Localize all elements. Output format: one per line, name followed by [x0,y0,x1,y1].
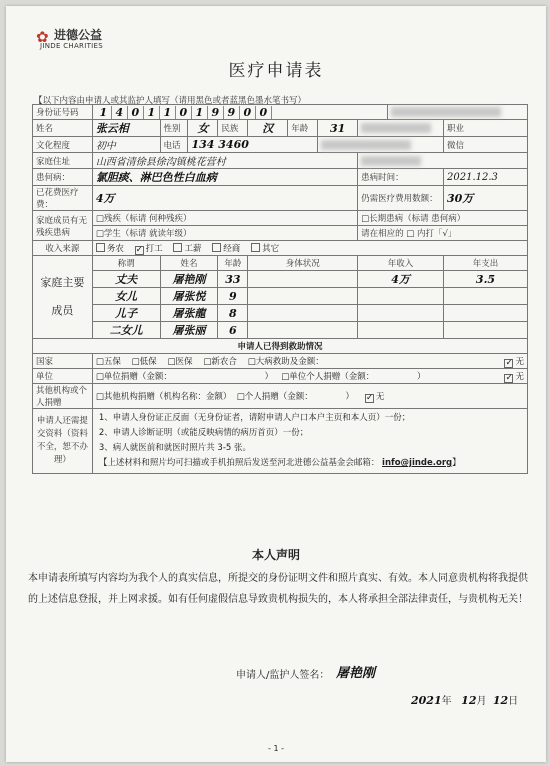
address-label: 家庭住址 [33,153,93,169]
aid-option-personal-donation[interactable]: □个人捐赠（金额： [236,391,313,402]
aid-section-header: 申请人已得到救助情况 [33,339,528,354]
phone-redacted [318,137,444,153]
family-expense[interactable] [444,288,528,305]
aid-option-major-illness[interactable]: □大病救助及金额： [247,356,324,367]
family-row [33,271,528,288]
family-age[interactable]: 8 [218,305,248,322]
checkbox-national-none[interactable]: ✓ [505,357,514,368]
doc-item: 2、申请人诊断证明（或能反映病情的病历首页）一份； [98,428,309,438]
logo-text-cn: 进德公益 [54,28,103,42]
family-name[interactable]: 屠张丽 [160,322,218,339]
doc-item-email-line: 【上述材料和照片均可扫描或手机拍照后发送至河北进德公益基金会邮箱： info@jinde.org】 [98,458,461,468]
aid-option-org-donation[interactable]: □其他机构捐赠（机构名称：金额） [95,391,232,402]
aid-unit-options: □单位捐赠（金额： ） □单位个人捐赠（金额： ） ✓ 无 [92,369,527,384]
phone-label: 电话 [160,137,188,153]
family-health[interactable] [248,322,358,339]
checkbox-business[interactable] [212,243,221,252]
checkbox-unit-none[interactable]: ✓ [505,372,514,383]
family-members-label: 家庭主要成员 [33,256,93,339]
occupation-label: 职业 [444,120,528,137]
aid-national-label: 国家 [33,354,93,369]
phone-field[interactable]: 134 3460 [188,137,318,153]
checkbox-other[interactable] [251,243,260,252]
onset-field[interactable]: 2021.12.3 [444,169,528,186]
aid-option-unit-personal[interactable]: □单位个人捐赠（金额： [281,371,375,382]
family-header-income: 年收入 [358,256,444,271]
family-income[interactable]: 4万 [358,271,444,288]
sign-date: 2021年 12月 12日 [411,694,519,707]
ethnic-label: 民族 [218,120,248,137]
aid-option-yibao[interactable]: □医保 [167,356,193,367]
family-health[interactable] [248,288,358,305]
gender-field[interactable]: 女 [188,120,218,137]
education-field[interactable]: 初中 [92,137,160,153]
aid-other-options: □其他机构捐赠（机构名称：金额） □个人捐赠（金额： ） ✓ 无 [92,384,527,409]
education-label: 文化程度 [33,137,93,153]
declaration-title: 本人声明 [251,548,300,562]
checkbox-other-none[interactable]: ✓ [365,392,374,403]
doc-item: 3、病人就医前和就医时照片共 3-5 张。 [98,443,252,453]
family-header-expense: 年支出 [444,256,528,271]
doc-item: 1、申请人身份证正反面（无身份证者，请附申请人户口本户主页和本人页）一份； [98,413,411,423]
aid-national-options: □五保 □低保 □医保 □新农合 □大病救助及金额： ✓ 无 [92,354,527,369]
family-row [33,305,528,322]
id-number-redacted [388,105,528,120]
family-expense[interactable] [444,305,528,322]
address-redacted [358,153,528,169]
instruction-note: 【以下内容由申请人或其监护人填写（请用黑色或者蓝黑色墨水笔书写） [34,96,307,106]
family-health[interactable] [248,305,358,322]
family-row [33,322,528,339]
family-header-health: 身体状况 [248,256,358,271]
checkbox-salary[interactable] [173,243,182,252]
aid-option-xinnonghe[interactable]: □新农合 [203,356,237,367]
family-relation[interactable]: 儿子 [92,305,160,322]
email-link[interactable]: info@jinde.org [382,458,453,468]
family-header-relation: 称谓 [92,256,160,271]
family-row [33,288,528,305]
family-relation[interactable]: 女儿 [92,288,160,305]
aid-other-label: 其他机构或个人捐赠 [33,384,93,409]
age-field[interactable]: 31 [318,120,358,137]
family-income[interactable] [358,322,444,339]
id-number-field[interactable]: 1 4 0 1 1 0 1 9 9 0 0 [92,105,387,120]
aid-unit-label: 单位 [33,369,93,384]
name-field[interactable]: 张云相 [92,120,160,137]
wechat-label: 微信 [444,137,528,153]
needed-field[interactable]: 30万 [444,186,528,211]
family-name[interactable]: 屠张龍 [160,305,218,322]
members-label: 家庭成员有无残疾患病 [33,211,93,241]
members-option-disabled[interactable]: □残疾（标请 何种残疾） [92,211,357,226]
aid-option-dibao[interactable]: □低保 [131,356,157,367]
needed-label: 仍需医疗费用数额： [358,186,444,211]
income-source-options: 务农 ✓ 打工 工薪 经商 其它 [92,241,527,256]
required-docs-label: 申请人还需提交资料（资料不全，恕不办理） [33,409,93,474]
family-expense[interactable]: 3.5 [444,271,528,288]
logo-text-en: JINDE CHARITIES [40,42,103,50]
members-option-illness[interactable]: □长期患病（标请 患何病） [358,211,528,226]
family-relation[interactable]: 二女儿 [92,322,160,339]
family-name[interactable]: 屠张悦 [160,288,218,305]
signature-label: 申请人/监护人签名： [236,670,330,681]
family-header-name: 姓名 [160,256,218,271]
family-income[interactable] [358,305,444,322]
id-number-label: 身份证号码 [33,105,93,120]
date-day[interactable]: 12 [492,694,509,707]
onset-label: 患病时间： [358,169,444,186]
aid-option-unit-donation[interactable]: □单位捐赠（金额： [95,371,172,382]
members-option-student[interactable]: □学生（标请 就读年级） [92,226,357,241]
page-number: - 1 - [268,744,284,753]
income-source-label: 收入来源 [33,241,93,256]
gender-label: 性别 [160,120,188,137]
disease-field[interactable]: 氯胆痰、淋巴色性白血病 [92,169,357,186]
checkbox-work[interactable]: ✓ [135,244,144,255]
family-health[interactable] [248,271,358,288]
family-age[interactable]: 6 [218,322,248,339]
ethnic-field[interactable]: 汉 [248,120,288,137]
spent-field[interactable]: 4万 [92,186,357,211]
date-year[interactable]: 2021 [411,694,442,707]
family-income[interactable] [358,288,444,305]
family-name[interactable]: 屠艳刚 [160,271,218,288]
address-field[interactable]: 山西省清徐县徐沟镇桃花营村 [92,153,357,169]
name-label: 姓名 [33,120,93,137]
signature: 屠艳刚 [336,666,376,681]
date-month[interactable]: 12 [461,694,477,707]
family-expense[interactable] [444,322,528,339]
form-title: 医疗申请表 [228,61,324,81]
family-header-age: 年龄 [218,256,248,271]
application-form-paper [6,6,546,762]
required-docs-list [92,409,527,474]
declaration-text: 本申请表所填写内容均为我个人的真实信息，所提交的身份证明文件和照片真实、有效。本人同意贵机构将我提供的上述信息登报，并上网求援。如有任何虚假信息导致贵机构损失的，本人将承担全部法律责任，与贵机构无关！ [28,573,528,605]
checkbox-farming[interactable] [96,243,105,252]
disease-label: 患何病： [33,169,93,186]
aid-option-wubao[interactable]: □五保 [95,356,121,367]
jinde-logo [36,26,126,54]
redacted-block [358,120,444,137]
age-label: 年龄 [288,120,318,137]
family-age[interactable]: 9 [218,288,248,305]
spent-label: 已花费医疗费： [33,186,93,211]
family-age[interactable]: 33 [218,271,248,288]
jinde-logo-icon: ✿ [36,28,49,46]
members-instruction: 请在相应的 □ 内打「√」 [358,226,528,241]
family-relation[interactable]: 丈夫 [92,271,160,288]
application-form-table [32,104,528,474]
